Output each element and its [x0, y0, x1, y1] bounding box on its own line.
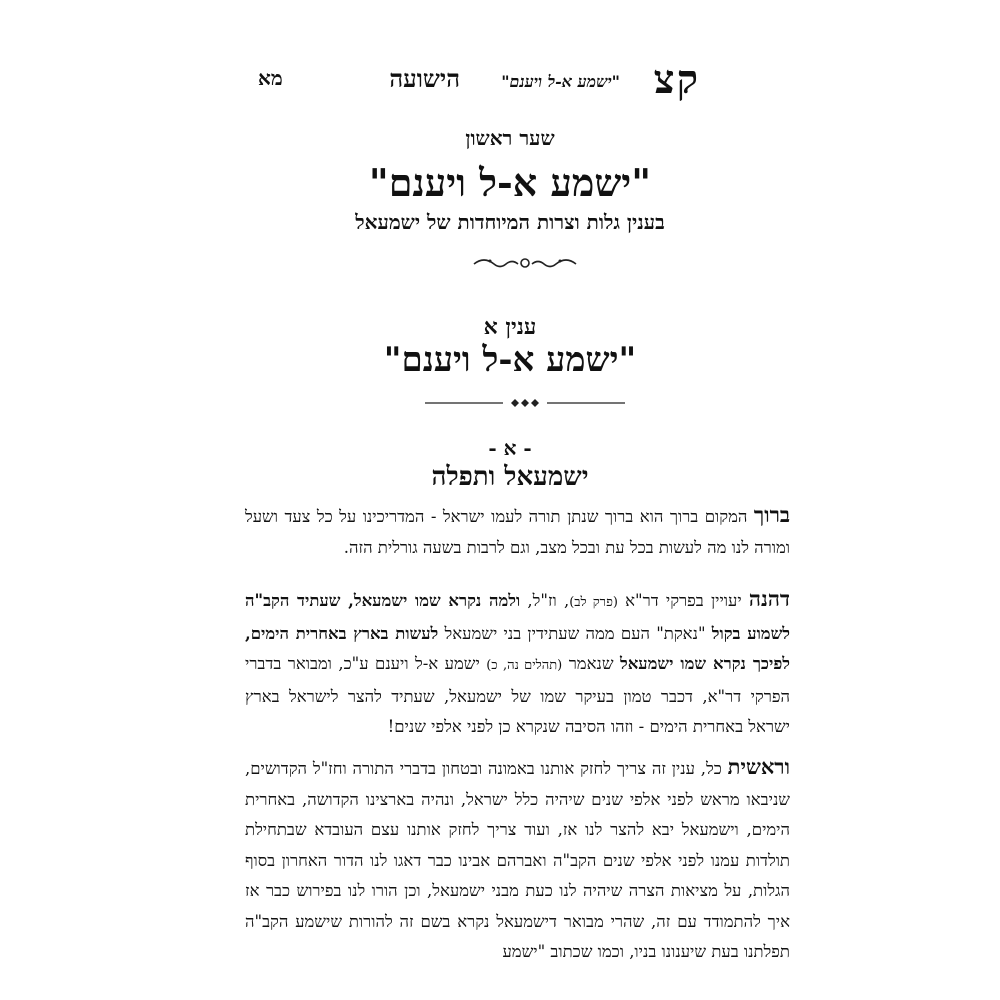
- paragraph-text: כל, ענין זה צריך לחזק אותנו באמונה ובטחון בדברי התורה וחז"ל הקדושים, שניבאו מראש לפני אלפי שנים שיהיה כלל ישראל, ונהיה בארצינו הקדושה, באחרית הימים, וישמעאל יבא להצר לנו אז, ועוד צריך לחזק אותנו עצם העובדא שבתחילת תולדות עמנו לפני אלפי שנים הקב"ה ואברהם אבינו כבר דאגו לנו הדור האחרון בסוף הגלות, על מציאות הצרה שיהיה לנו כעת מבני ישמעאל, וכן הורו לנו בפירוש כבר אז איך להתמודד עם זה, שהרי מבואר דישמעאל נקרא בשם זה להורות שישמע הקב"ה תפלתנו בעת שיענונו בניו, וכמו שכתוב "ישמע: [245, 759, 790, 961]
- paragraph-text: , וז"ל,: [520, 591, 570, 610]
- emphasized-text: ולמה נקרא שמו ישמעאל, שעתיד הקב"ה לשמוע בקול: [245, 591, 790, 643]
- header-subtitle: "ישמע א-ל ויענם": [501, 72, 620, 91]
- source-reference: (פרק לב): [569, 595, 618, 610]
- paragraph-text: שנאמר: [562, 654, 620, 673]
- emphasized-text: לעשות בארץ באחרית הימים, לפיכך נקרא שמו ישמעאל: [245, 623, 791, 673]
- header-topic: הישועה: [389, 64, 460, 93]
- paragraph-text: יעויין בפרקי דר"א: [617, 591, 749, 610]
- paragraph-text: המקום ברוך הוא ברוך שנתן תורה לעמו ישראל - המדריכינו על כל צעד ושעל ומורה לנו מה לעשות בכל עת ובכל מצב, וגם לרבות בשעה גורלית הזה.: [245, 507, 790, 557]
- section-title: "ישמע א-ל ויענם": [383, 340, 637, 380]
- diamond-divider-icon: [425, 396, 625, 410]
- section-label: ענין א: [483, 314, 537, 340]
- running-header: [250, 56, 700, 106]
- paragraph-text: "נאקת" העם ממה שעתידין בני ישמעאל: [438, 623, 712, 643]
- gate-title: "ישמע א-ל ויענם": [368, 160, 652, 205]
- source-reference: (תהלים נה, כ): [486, 658, 563, 673]
- gate-subtitle: בענין גלות וצרות המיוחדות של ישמעאל: [355, 210, 665, 234]
- flourish-ornament-icon: [470, 252, 580, 274]
- gate-label: שער ראשון: [465, 126, 555, 150]
- paragraph-text: ישמע א-ל ויענם ע"כ, ומבואר בדברי הפרקי דר"א, דכבר טמון בעיקר שמו של ישמעאל, שעתיד להצר לישראל בארץ ישראל באחרית הימים - וזהו הסיבה שנקרא כן לפני אלפי שנים!: [245, 654, 790, 736]
- paragraph-1: [245, 500, 790, 563]
- item-heading: ישמעאל ותפלה: [431, 462, 589, 492]
- opening-word: ברוך: [753, 502, 790, 527]
- paragraph-3: [245, 752, 790, 968]
- paragraph-2: [245, 584, 790, 743]
- opening-word: דהנה: [748, 586, 790, 611]
- item-number: - א -: [488, 436, 532, 460]
- page-number: מא: [258, 66, 283, 90]
- page-letters: קצ: [653, 56, 700, 103]
- opening-word: וראשית: [727, 754, 790, 779]
